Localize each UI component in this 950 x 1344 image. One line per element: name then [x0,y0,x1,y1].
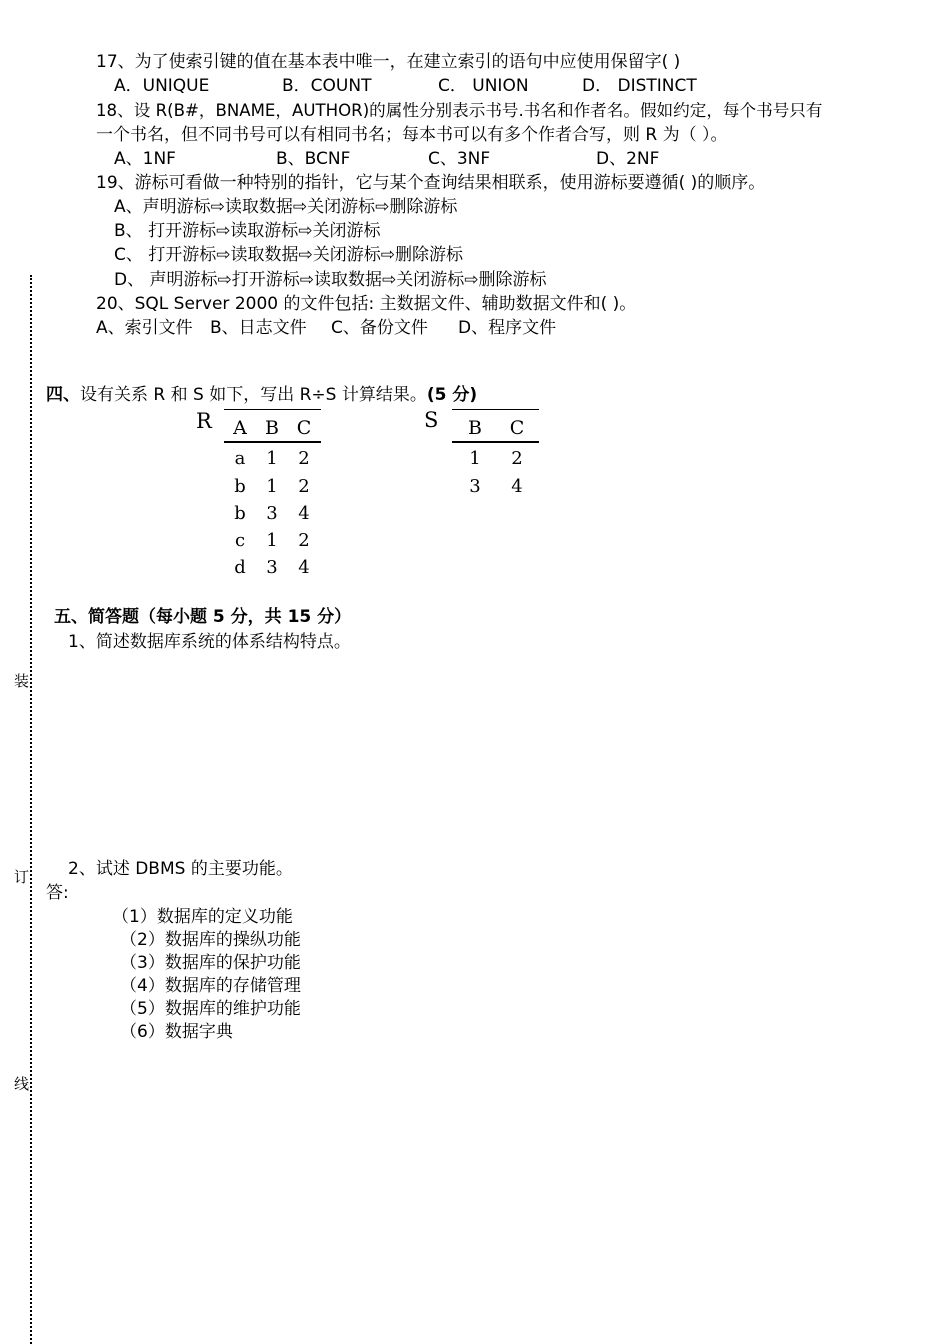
q19-option-d: D、 声明游标⇨打开游标⇨读取数据⇨关闭游标⇨删除游标 [114,270,547,290]
answer-item: （2）数据库的操纵功能 [120,930,301,950]
q18-option-d: D、2NF [596,149,660,169]
q17-option-d: D． DISTINCT [582,76,697,96]
relation-r-header-c: C [296,417,312,439]
q17-option-b: B．COUNT [282,76,372,96]
answer-item: （4）数据库的存储管理 [120,976,301,996]
q18-stem-line2: 一个书名，但不同书号可以有相同书名；每本书可以有多个作者合写，则 R 为（ ）。 [96,125,728,145]
relation-r-cell: c [234,530,246,551]
relation-r-cell: 2 [298,476,310,497]
q19-option-b: B、 打开游标⇨读取游标⇨关闭游标 [114,221,381,241]
section4-text: 设有关系 R 和 S 如下，写出 R÷S 计算结果。 [80,385,427,405]
binding-char-zhuang: 装 [14,672,30,690]
q20-stem: 20、SQL Server 2000 的文件包括: 主数据文件、辅助数据文件和( )。 [96,294,637,314]
q18-option-b: B、BCNF [276,149,351,169]
relation-r-cell: 3 [266,557,278,578]
relation-r-header-b: B [265,417,279,439]
relation-s-header-rule [452,441,539,443]
section4-heading [46,383,477,407]
relation-r-header-a: A [233,417,247,439]
relation-s-name: S [424,408,439,432]
q18-stem-line1: 18、设 R(B#，BNAME，AUTHOR)的属性分别表示书号.书名和作者名。假如约定，每个书号只有 [96,101,823,120]
relation-r-cell: 2 [298,448,310,469]
binding-char-ding: 订 [14,868,30,886]
relation-r-cell: 1 [266,448,278,469]
q17-stem: 17、为了使索引键的值在基本表中唯一，在建立索引的语句中应使用保留字( ) [96,52,681,72]
section4-score: (5 分) [426,385,478,405]
binding-line [30,275,32,1344]
relation-s-cell: 4 [511,476,523,497]
q19-option-a: A、声明游标⇨读取数据⇨关闭游标⇨删除游标 [114,197,458,217]
relation-r-cell: 1 [266,530,278,551]
section4-prefix: 四、 [46,385,80,405]
answer-label: 答: [46,883,69,903]
q18-option-c: C、3NF [428,149,491,169]
relation-r-cell: b [234,476,246,497]
q17-option-a: A．UNIQUE [114,76,210,96]
relation-r-cell: 4 [298,503,310,524]
answer-item: （3）数据库的保护功能 [120,953,301,973]
answer-item: （5）数据库的维护功能 [120,999,301,1019]
q20-option-c: C、备份文件 [331,318,428,338]
q19-stem: 19、游标可看做一种特别的指针，它与某个查询结果相联系，使用游标要遵循( )的顺序。 [96,173,766,193]
relation-r-header-rule [224,441,321,443]
section5-title: 五、简答题（每小题 5 分，共 15 分） [54,607,352,627]
relation-r-cell: d [234,557,246,578]
relation-r-cell: 2 [298,530,310,551]
relation-s-cell: 3 [469,476,481,497]
relation-r-cell: 4 [298,557,310,578]
q20-option-b: B、日志文件 [210,318,307,338]
q17-option-c: C． UNION [438,76,529,96]
section5-question-2: 2、试述 DBMS 的主要功能。 [68,859,293,879]
relation-s-header-b: B [468,417,482,439]
relation-s-top-rule [452,409,539,410]
q18-option-a: A、1NF [114,149,176,169]
q20-option-a: A、索引文件 [96,318,193,338]
relation-r-cell: b [234,503,246,524]
binding-char-xian: 线 [14,1075,30,1093]
answer-item: （6）数据字典 [120,1022,233,1042]
relation-r-cell: 3 [266,503,278,524]
relation-s-header-c: C [509,417,525,439]
q19-option-c: C、 打开游标⇨读取数据⇨关闭游标⇨删除游标 [114,245,464,265]
q20-option-d: D、程序文件 [458,318,557,338]
answer-item: （1）数据库的定义功能 [112,907,293,927]
relation-r-cell: 1 [266,476,278,497]
relation-r-top-rule [224,409,321,410]
section5-question-1: 1、简述数据库系统的体系结构特点。 [68,632,351,652]
relation-r-cell: a [234,448,246,469]
relation-s-cell: 1 [469,448,481,469]
relation-r-name: R [196,409,212,433]
relation-s-cell: 2 [511,448,523,469]
